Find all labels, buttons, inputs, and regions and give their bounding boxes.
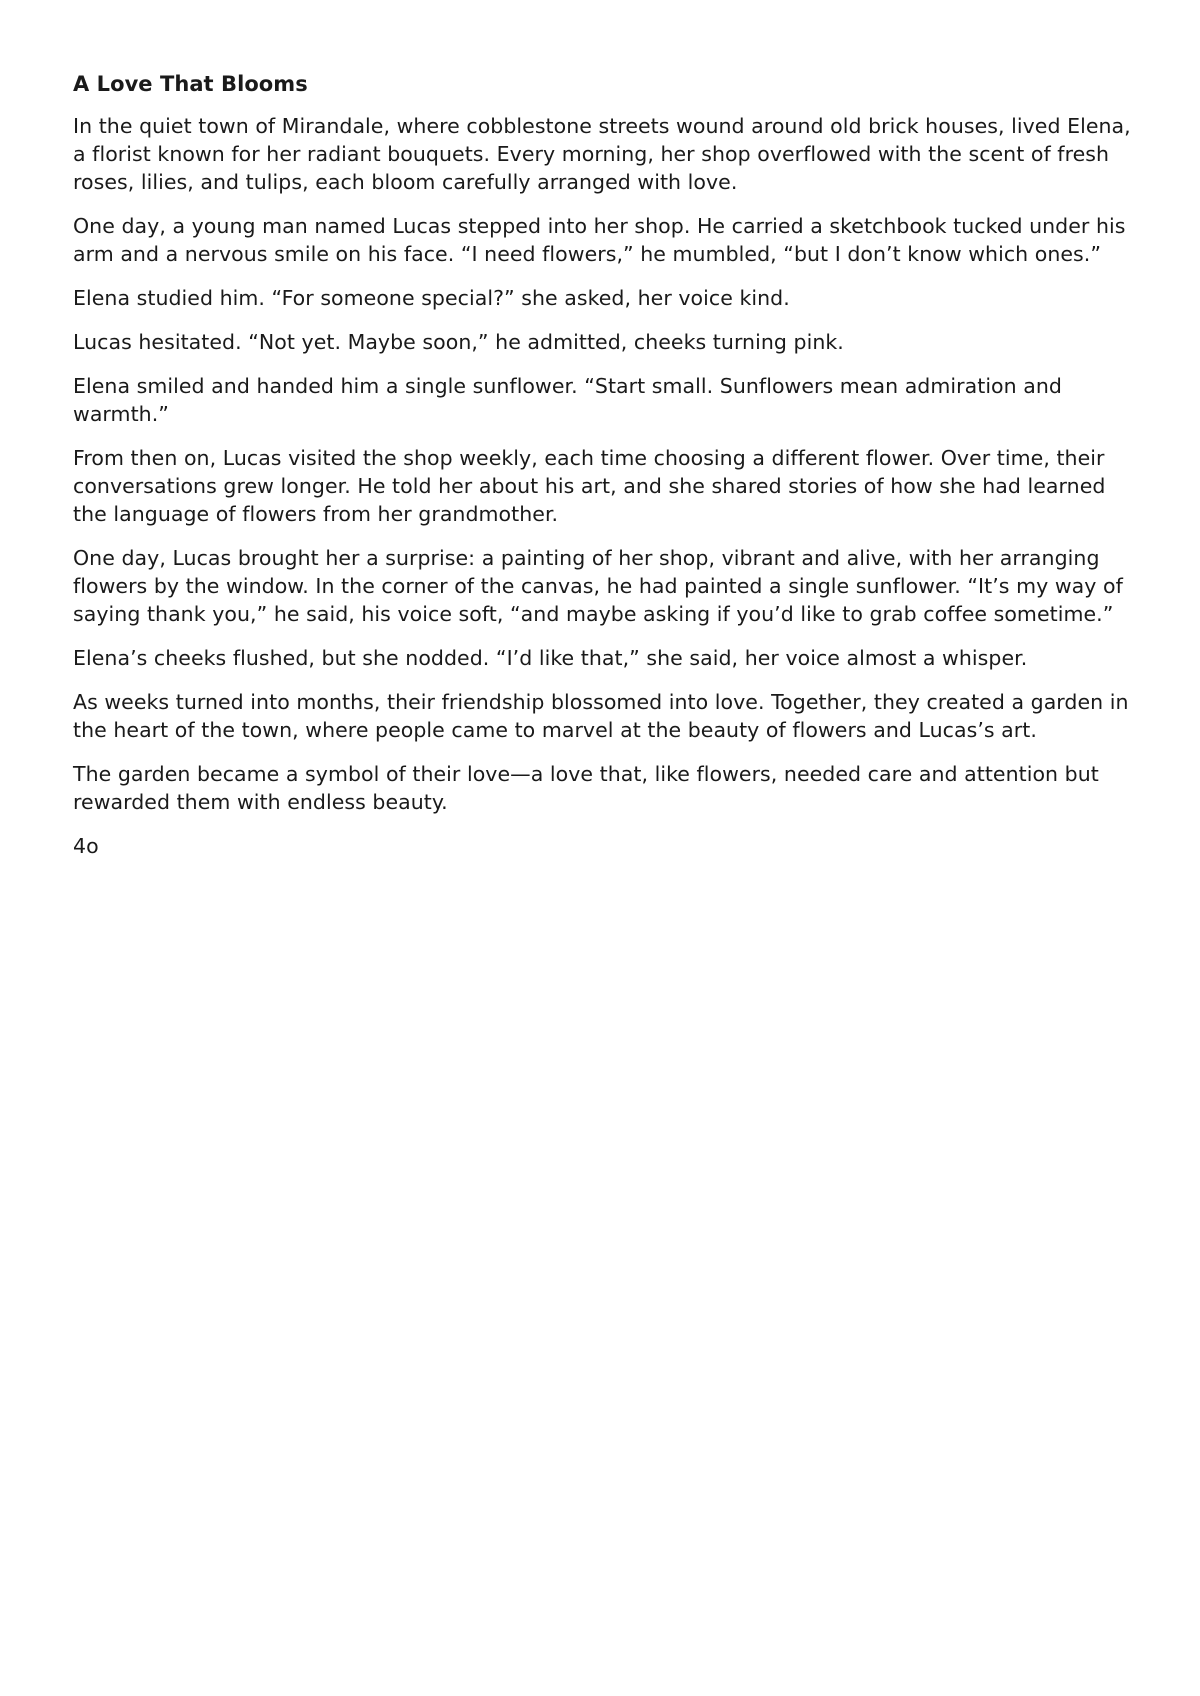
- paragraph-8: Elena’s cheeks flushed, but she nodded. “I’d like that,” she said, her voice almost a whisper.: [73, 646, 1028, 670]
- paragraph-9: As weeks turned into months, their friendship blossomed into love. Together, they created a garden in the heart of the town, where people came to marvel at the beauty of flowers and Lucas’s art.: [73, 690, 1129, 742]
- paragraph-2: One day, a young man named Lucas stepped into her shop. He carried a sketchbook tucked under his arm and a nervous smile on his face. “I need flowers,” he mumbled, “but I don’t know which ones.”: [73, 214, 1126, 266]
- paragraph-10: The garden became a symbol of their love—a love that, like flowers, needed care and attention but rewarded them with endless beauty.: [73, 762, 1099, 814]
- paragraph-3: Elena studied him. “For someone special?” she asked, her voice kind.: [73, 286, 790, 310]
- paragraph-4: Lucas hesitated. “Not yet. Maybe soon,” he admitted, cheeks turning pink.: [73, 330, 844, 354]
- document-page: [73, 70, 1143, 860]
- document-title: A Love That Blooms: [73, 72, 308, 96]
- paragraph-6: From then on, Lucas visited the shop weekly, each time choosing a different flower. Over time, their conversations grew longer. He told her about his art, and she shared stories of how she had learned the language of flowers from her grandmother.: [73, 446, 1106, 526]
- paragraph-1: In the quiet town of Mirandale, where cobblestone streets wound around old brick houses, lived Elena, a florist known for her radiant bouquets. Every morning, her shop overflowed with the scent of fresh roses, lilies, and tulips, each bloom carefully arranged with love.: [73, 114, 1131, 194]
- paragraph-5: Elena smiled and handed him a single sunflower. “Start small. Sunflowers mean admiration and warmth.”: [73, 374, 1062, 426]
- paragraph-7: One day, Lucas brought her a surprise: a painting of her shop, vibrant and alive, with her arranging flowers by the window. In the corner of the canvas, he had painted a single sunflower. “It’s my way of saying thank you,” he said, his voice soft, “and maybe asking if you’d like to grab coffee sometime.”: [73, 546, 1123, 626]
- footer-note: 4o: [73, 834, 99, 858]
